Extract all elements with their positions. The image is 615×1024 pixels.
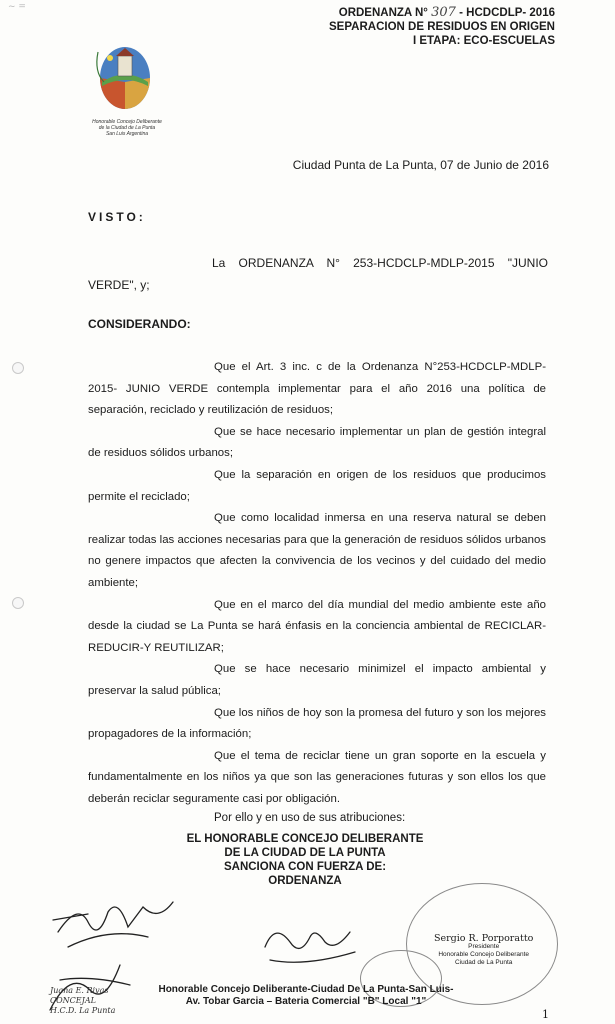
considerando-paragraph: Que el Art. 3 inc. c de la Ordenanza N°253-HCDCLP-MDLP-2015- JUNIO VERDE contempla implementar para el año 2016 una política de separación, reciclado y reutilización de residuos;: [88, 361, 546, 417]
considerando-paragraph: Que como localidad inmersa en una reserva natural se deben realizar todas las acciones necesarias para que la generación de residuos sólidos urbanos no genere impactos que afecten la convivencia de los vecinos y del cuidado del medio ambiente;: [88, 512, 546, 589]
binder-hole-top: [12, 362, 24, 374]
ordinance-subject: SEPARACION DE RESIDUOS EN ORIGEN: [329, 21, 555, 33]
president-signature-block: [434, 935, 533, 967]
ordinance-suffix: - HCDCDLP- 2016: [459, 7, 555, 19]
president-name: Sergio R. Porporatto: [434, 933, 534, 944]
considerando-paragraph: Que se hace necesario implementar un plan de gestión integral de residuos sólidos urbanos;: [88, 425, 546, 460]
ordinance-number: 307: [431, 5, 456, 20]
signature-center: [255, 912, 365, 972]
considerando-paragraph: Que en el marco del día mundial del medio ambiente este año desde la ciudad se La Punta se hará énfasis en la conciencia ambiental de RECICLAR-REDUCIR-Y REUTILIZAR;: [88, 598, 546, 654]
sanciona-line: DE LA CIUDAD DE LA PUNTA: [224, 847, 386, 859]
sanciona-line: ORDENANZA: [268, 875, 342, 887]
considerando-paragraph: Que los niños de hoy son la promesa del futuro y son los mejores propagadores de la información;: [88, 706, 546, 741]
date-line: Ciudad Punta de La Punta, 07 de Junio de 2016: [292, 158, 549, 172]
visto-heading: VISTO:: [88, 210, 146, 224]
considerando-paragraph: Que la separación en origen de los residuos que producimos permite el reciclado;: [88, 468, 546, 503]
ordinance-title: [329, 6, 555, 20]
footer-line: Av. Tobar Garcia – Bateria Comercial "B" Local "1": [185, 996, 427, 1007]
president-title: Presidente: [468, 943, 500, 950]
logo-caption-line: Honorable Concejo Deliberante: [92, 119, 162, 125]
ordinance-stage: I ETAPA: ECO-ESCUELAS: [412, 35, 555, 47]
document-header: [329, 6, 555, 48]
ordinance-label: ORDENANZA N°: [338, 7, 428, 19]
sanciona-block: [150, 832, 460, 888]
considerando-paragraphs: [88, 357, 546, 810]
considerando-paragraph: Que se hace necesario minimizel el impacto ambiental y preservar la salud pública;: [88, 663, 546, 697]
concejal-org: H.C.D. La Punta: [50, 1006, 116, 1015]
binder-hole-bottom: [12, 597, 24, 609]
president-org: Honorable Concejo Deliberante: [438, 951, 530, 958]
considerando-paragraph: Que el tema de reciclar tiene un gran soporte en la escuela y fundamentalmente en los niños ya que son las generaciones futuras y son ellos los que deberán reciclar seguramente casi por obligación.: [88, 749, 546, 805]
footer-line: Honorable Concejo Deliberante-Ciudad De La Punta-San Luis-: [158, 984, 454, 995]
logo-caption: [82, 119, 172, 137]
sanciona-line: SANCIONA CON FUERZA DE:: [223, 861, 387, 873]
sanciona-line: EL HONORABLE CONCEJO DELIBERANTE: [186, 833, 424, 845]
logo-caption-line: de la Ciudad de La Punta: [98, 125, 156, 131]
concejal-title: CONCEJAL: [50, 996, 96, 1005]
corner-mark: ~ =: [8, 2, 26, 12]
footer: [136, 984, 476, 1008]
president-org-city: Ciudad de La Punta: [454, 959, 513, 966]
logo-caption-line: San Luis Argentina: [105, 131, 149, 137]
signature-left: [48, 892, 188, 952]
concejal-name: Juana E. Rivas: [50, 986, 109, 995]
considerando-heading: CONSIDERANDO:: [88, 317, 191, 331]
atribuciones-line: Por ello y en uso de sus atribuciones:: [214, 812, 406, 824]
concejal-signature-block: [50, 986, 115, 1016]
visto-text: La ORDENANZA N° 253-HCDCLP-MDLP-2015 "JUNIO VERDE", y;: [88, 256, 548, 292]
page-number: 1: [542, 1008, 549, 1021]
council-logo-icon: [90, 42, 160, 112]
